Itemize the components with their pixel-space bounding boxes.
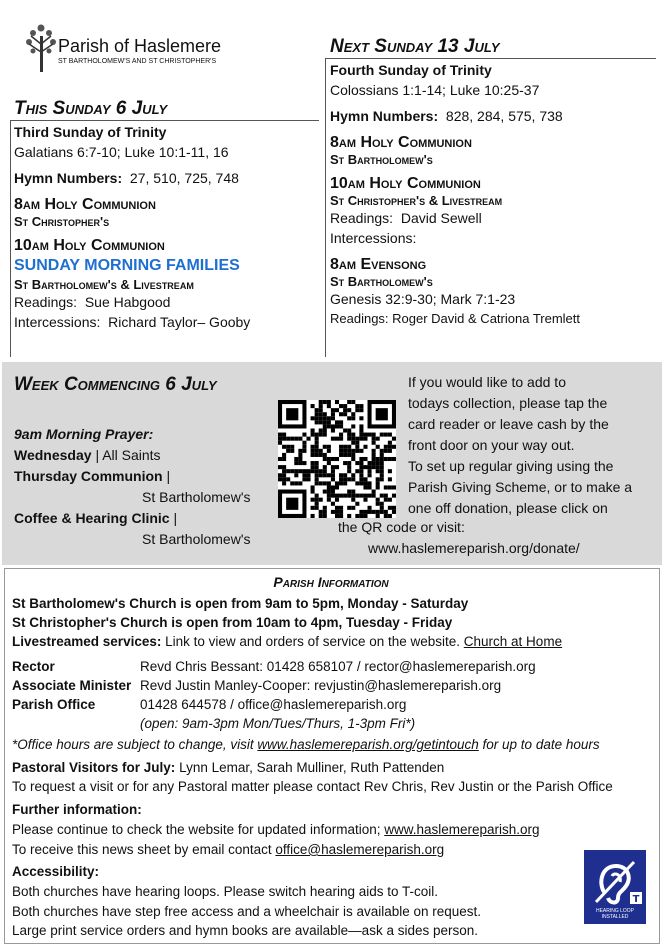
readings-label: Readings: <box>14 294 78 310</box>
further-row-1 <box>12 820 540 839</box>
next-sunday-service3: 8am Evensong <box>330 256 427 273</box>
next-sunday-day: Fourth Sunday of Trinity <box>330 62 492 78</box>
next-sunday-service3-ref: Genesis 32:9-30; Mark 7:1-23 <box>330 291 516 307</box>
get-in-touch-link[interactable]: www.haslemereparish.org/getintouch <box>257 737 479 752</box>
next-sunday-intercessions: Intercessions: <box>330 230 417 246</box>
readings-label: Readings: <box>330 210 394 226</box>
hymn-label: Hymn Numbers: <box>330 108 439 124</box>
giving-line: one off donation, please click on <box>408 500 608 516</box>
giving-line: Parish Giving Scheme, or to make a <box>408 479 633 495</box>
thursday-place: St Bartholomew's <box>142 489 251 505</box>
coffee-row <box>14 508 272 529</box>
intercessions-label: Intercessions: <box>14 314 101 330</box>
this-sunday-service1-place: St Christopher's <box>14 214 110 229</box>
this-sunday-heading: This Sunday 6 July <box>14 98 168 119</box>
hymn-label: Hymn Numbers: <box>14 170 123 186</box>
info-heading: Parish Information <box>273 574 389 590</box>
pastoral-visitors: Lynn Lemar, Sarah Mulliner, Ruth Pattenden <box>179 760 445 775</box>
rector-details: Revd Chris Bessant: 01428 658107 / rector@haslemereparish.org <box>140 659 536 674</box>
this-sunday-day: Third Sunday of Trinity <box>14 124 167 140</box>
families-label: SUNDAY MORNING FAMILIES <box>14 257 240 274</box>
tree-icon <box>24 22 60 74</box>
giving-line: todays collection, please tap the <box>408 395 608 411</box>
livestream-text: Link to view and orders of service on the website. <box>165 634 461 649</box>
this-sunday-service1: 8am Holy Communion <box>14 196 156 213</box>
next-sunday-service3-readings: Readings: Roger David & Catriona Tremlett <box>330 311 581 326</box>
donate-qr-code[interactable] <box>278 400 396 518</box>
readings-person: David Sewell <box>400 210 482 226</box>
qr-code-icon <box>278 400 396 518</box>
office-hours: (open: 9am-3pm Mon/Tues/Thurs, 1-3pm Fri*) <box>140 716 416 731</box>
further-label: Further information: <box>12 802 142 817</box>
office-details: 01428 644578 / office@haslemereparish.org <box>140 697 407 712</box>
this-sunday-readings-ref: Galatians 6:7-10; Luke 10:1-11, 16 <box>14 144 229 160</box>
associate-label: Associate Minister <box>12 678 132 693</box>
readings-person: Sue Habgood <box>84 294 171 310</box>
pastoral-label: Pastoral Visitors for July: <box>12 760 176 775</box>
pastoral-row <box>12 758 444 777</box>
giving-line: To set up regular giving using the <box>408 458 614 474</box>
wednesday-place: | All Saints <box>95 447 161 463</box>
giving-line: card reader or leave cash by the <box>408 416 609 432</box>
associate-details: Revd Justin Manley-Cooper: revjustin@haslemereparish.org <box>140 678 502 693</box>
pastoral-request: To request a visit or for any Pastoral matter please contact Rev Chris, Rev Justin or the Parish Office <box>12 779 613 794</box>
next-sunday-service2: 10am Holy Communion <box>330 175 481 192</box>
thursday-row <box>14 466 272 487</box>
wednesday-row <box>14 445 272 466</box>
office-note-text: *Office hours are subject to change, visit <box>12 737 254 752</box>
coffee-label: Coffee & Hearing Clinic <box>14 510 170 526</box>
next-sunday-readings <box>330 208 654 228</box>
giving-line: front door on your way out. <box>408 437 575 453</box>
next-sunday-heading: Next Sunday 13 July <box>330 36 500 57</box>
next-sunday-service2-place: St Christopher's & Livestream <box>330 193 503 208</box>
week-list <box>14 424 272 550</box>
svg-text:T: T <box>632 894 640 905</box>
morning-prayer-label: 9am Morning Prayer: <box>14 426 154 442</box>
next-sunday-service3-place: St Bartholomew's <box>330 274 433 289</box>
week-heading: Week Commencing 6 July <box>14 374 217 395</box>
next-sunday-readings-ref: Colossians 1:1-14; Luke 10:25-37 <box>330 82 540 98</box>
office-label: Parish Office <box>12 697 96 712</box>
this-sunday-service2: 10am Holy Communion <box>14 237 165 254</box>
office-note-text: for up to date hours <box>482 737 600 752</box>
separator: | <box>173 510 178 526</box>
giving-line: the QR code or visit: <box>338 519 465 535</box>
further-text: Please continue to check the website for updated information; <box>12 822 381 837</box>
giving-line: If you would like to add to <box>408 374 566 390</box>
parish-logo <box>24 22 224 76</box>
accessibility-line: Both churches have hearing loops. Please switch hearing aids to T-coil. <box>12 884 438 899</box>
accessibility-label: Accessibility: <box>12 864 100 879</box>
office-email-link[interactable]: office@haslemereparish.org <box>275 842 445 857</box>
hymn-numbers: 27, 510, 725, 748 <box>129 170 239 186</box>
this-sunday-readings <box>14 292 314 312</box>
this-sunday-service2-place: St Bartholomew's & Livestream <box>14 277 194 292</box>
website-link[interactable]: www.haslemereparish.org <box>384 822 540 837</box>
church-at-home-link[interactable]: Church at Home <box>463 634 563 649</box>
this-sunday-hymns <box>14 168 314 188</box>
parish-name: Parish of Haslemere <box>58 36 222 56</box>
next-sunday-hymns <box>330 106 654 126</box>
separator: | <box>166 468 171 484</box>
coffee-place: St Bartholomew's <box>142 531 251 547</box>
accessibility-line: Large print service orders and hymn books are available—ask a sides person. <box>12 923 478 938</box>
next-sunday-content <box>330 60 654 329</box>
donate-link[interactable]: www.haslemereparish.org/donate/ <box>368 540 580 556</box>
hymn-numbers: 828, 284, 575, 738 <box>445 108 563 124</box>
ear-icon <box>584 852 646 910</box>
this-sunday-content <box>14 122 314 332</box>
next-sunday-service1: 8am Holy Communion <box>330 134 472 151</box>
next-sunday-service1-place: St Bartholomew's <box>330 152 433 167</box>
this-sunday-intercessions <box>14 312 314 332</box>
loop-sign-text: HEARING LOOP INSTALLED <box>595 908 635 920</box>
hearing-loop-sign <box>584 850 646 924</box>
open-st-christophers: St Christopher's Church is open from 10am to 4pm, Tuesday - Friday <box>12 615 453 630</box>
further-row-2 <box>12 840 444 859</box>
open-st-bartholomews: St Bartholomew's Church is open from 9am to 5pm, Monday - Saturday <box>12 596 469 611</box>
giving-text <box>408 372 660 519</box>
intercessions-person: Richard Taylor– Gooby <box>108 314 251 330</box>
wednesday-label: Wednesday <box>14 447 92 463</box>
further-text: To receive this news sheet by email contact <box>12 842 272 857</box>
rector-label: Rector <box>12 659 55 674</box>
livestream-label: Livestreamed services: <box>12 634 162 649</box>
parish-subtitle: ST BARTHOLOMEW'S AND ST CHRISTOPHER'S <box>58 58 217 65</box>
thursday-label: Thursday Communion <box>14 468 163 484</box>
livestream-row <box>12 632 562 651</box>
office-note <box>12 735 600 754</box>
accessibility-line: Both churches have step free access and a wheelchair is available on request. <box>12 904 482 919</box>
